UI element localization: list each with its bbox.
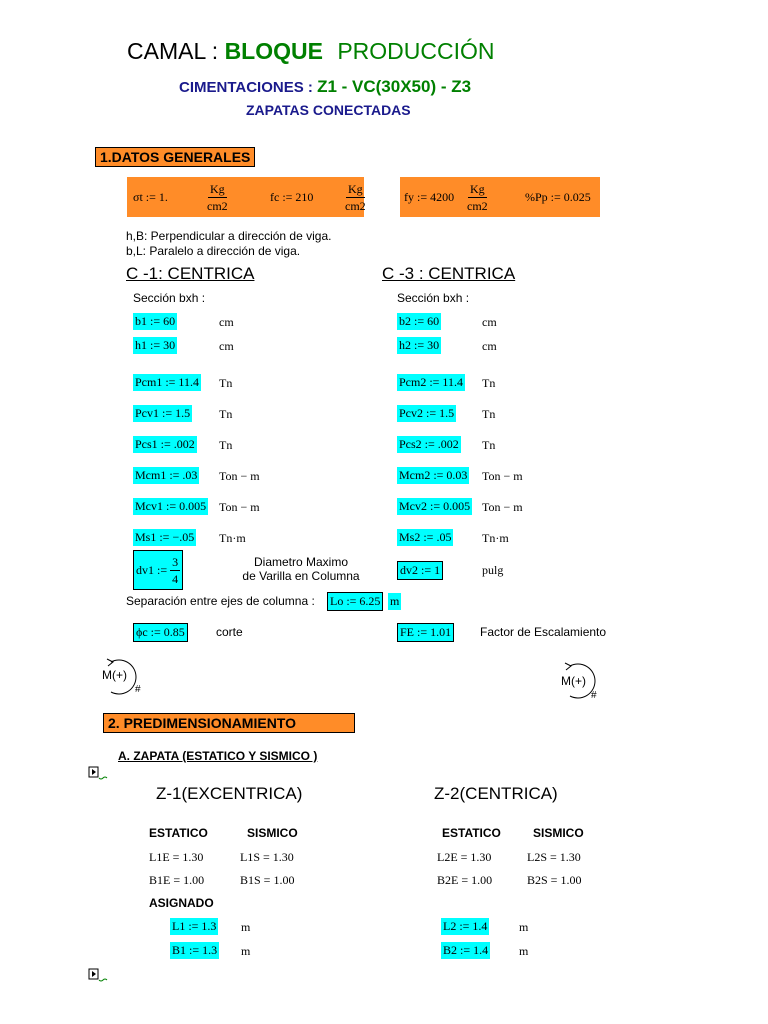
col2-pcm[interactable]: Pcm2 := 11.4 [399, 375, 463, 389]
param-fc: fc := 210 [270, 189, 314, 204]
z1-l1e: L1E = 1.30 [149, 850, 204, 864]
z1-l1s: L1S = 1.30 [240, 850, 294, 864]
col1-dv-desc [237, 555, 365, 583]
col2-mcm-unit: Ton − m [482, 469, 523, 483]
col1-ms[interactable]: Ms1 := −.05 [135, 530, 195, 544]
col2-header: C -3 : CENTRICA [382, 264, 516, 283]
col2-pcs[interactable]: Pcs2 := .002 [399, 437, 459, 451]
moment-symbol-right [556, 660, 604, 704]
col2-pcv[interactable]: Pcv2 := 1.5 [399, 406, 455, 420]
param-fy-unit [467, 177, 488, 217]
z2-b[interactable]: B2 := 1.4 [443, 943, 489, 957]
col2-pcm-unit: Tn [482, 376, 496, 390]
section-2-header: 2. PREDIMENSIONAMIENTO [103, 713, 355, 733]
col1-pcv[interactable]: Pcv1 := 1.5 [135, 406, 191, 420]
z2-sismico: SISMICO [533, 826, 584, 840]
section-1-header: 1.DATOS GENERALES [95, 147, 255, 167]
col1-pcm-unit: Tn [219, 376, 233, 390]
fe-value[interactable]: FE := 1.01 [397, 623, 454, 642]
region-collapse-icon[interactable] [88, 968, 110, 989]
col2-b[interactable]: b2 := 60 [399, 314, 440, 328]
col1-dv-desc-2: de Varilla en Columna [242, 569, 360, 583]
z1-b1s: B1S = 1.00 [240, 873, 295, 887]
col1-h-unit: cm [219, 339, 234, 353]
col1-pcm[interactable]: Pcm1 := 11.4 [135, 375, 199, 389]
col1-dv-den: 4 [172, 571, 179, 586]
col1-header: C -1: CENTRICA [126, 264, 255, 283]
subtitle-prefix: CIMENTACIONES : [179, 79, 313, 96]
moment-symbol-left [97, 654, 145, 698]
sub-a-header: A. ZAPATA (ESTATICO Y SISMICO ) [118, 749, 318, 763]
z2-l-unit: m [519, 920, 529, 934]
col1-b-unit: cm [219, 315, 234, 329]
z1-b-unit: m [241, 944, 251, 958]
param-sigma: σt := 1. [133, 189, 168, 204]
col2-ms[interactable]: Ms2 := .05 [399, 530, 452, 544]
col1-dv-desc-1: Diametro Maximo [253, 555, 349, 569]
col2-mcm[interactable]: Mcm2 := 0.03 [399, 468, 468, 482]
col1-dv[interactable] [133, 550, 183, 590]
col1-pcs[interactable]: Pcs1 := .002 [135, 437, 195, 451]
z1-asignado: ASIGNADO [149, 896, 214, 910]
col1-pcs-unit: Tn [219, 438, 233, 452]
z1-b[interactable]: B1 := 1.3 [172, 943, 218, 957]
title-bloque: BLOQUE [224, 38, 323, 64]
col2-h-unit: cm [482, 339, 497, 353]
region-collapse-icon[interactable] [88, 766, 110, 787]
param-fy: fy := 4200 [404, 189, 455, 204]
title-prefix: CAMAL : [127, 38, 219, 64]
col1-dv-label: dv1 := [136, 562, 168, 577]
col1-mcm[interactable]: Mcm1 := .03 [135, 468, 198, 482]
z2-l2s: L2S = 1.30 [527, 850, 581, 864]
subtitle-code: Z1 - VC(30X50) - Z3 [317, 77, 472, 96]
unit-den: cm2 [207, 198, 228, 213]
z1-b1e: B1E = 1.00 [149, 873, 205, 887]
moment-hash-right: # [591, 690, 597, 701]
z1-l[interactable]: L1 := 1.3 [172, 919, 217, 933]
z1-sismico: SISMICO [247, 826, 298, 840]
param-sigma-unit [207, 177, 228, 217]
title-produccion: PRODUCCIÓN [337, 38, 495, 64]
z2-l2e: L2E = 1.30 [437, 850, 492, 864]
param-fc-unit [345, 177, 366, 217]
page-subtitle-2: ZAPATAS CONECTADAS [246, 102, 411, 118]
z2-l[interactable]: L2 := 1.4 [443, 919, 488, 933]
unit-den: cm2 [345, 198, 366, 213]
col1-mcv-unit: Ton − m [219, 500, 260, 514]
z1-header: Z-1(EXCENTRICA) [156, 784, 303, 803]
col1-mcv[interactable]: Mcv1 := 0.005 [135, 499, 207, 513]
z1-l-unit: m [241, 920, 251, 934]
col2-pcv-unit: Tn [482, 407, 496, 421]
moment-hash-left: # [135, 684, 141, 695]
page-title [127, 38, 495, 65]
col1-dv-num: 3 [172, 554, 179, 569]
col2-dv-unit: pulg [482, 563, 504, 577]
z2-b2e: B2E = 1.00 [437, 873, 493, 887]
col2-seccion: Sección bxh : [397, 291, 470, 305]
col1-h[interactable]: h1 := 30 [135, 338, 176, 352]
col2-mcv[interactable]: Mcv2 := 0.005 [399, 499, 471, 513]
note-line-1: h,B: Perpendicular a dirección de viga. [126, 229, 332, 243]
separation-label: Separación entre ejes de columna : [126, 594, 315, 608]
col2-pcs-unit: Tn [482, 438, 496, 452]
moment-label-right: M(+) [561, 674, 586, 688]
separation-value[interactable]: Lo := 6.25 [327, 592, 383, 611]
phi-value[interactable]: ϕc := 0.85 [133, 623, 188, 642]
col1-pcv-unit: Tn [219, 407, 233, 421]
col1-mcm-unit: Ton − m [219, 469, 260, 483]
col2-dv[interactable]: dv2 := 1 [397, 561, 443, 580]
separation-unit: m [390, 594, 400, 608]
page-subtitle [179, 77, 471, 97]
unit-num: Kg [470, 181, 485, 196]
col2-b-unit: cm [482, 315, 497, 329]
col2-mcv-unit: Ton − m [482, 500, 523, 514]
phi-label: corte [216, 625, 243, 639]
z2-header: Z-2(CENTRICA) [434, 784, 558, 803]
z2-estatico: ESTATICO [442, 826, 501, 840]
col1-seccion: Sección bxh : [133, 291, 206, 305]
col1-b[interactable]: b1 := 60 [135, 314, 176, 328]
z2-b2s: B2S = 1.00 [527, 873, 582, 887]
col2-ms-unit: Tn·m [482, 531, 509, 545]
unit-num: Kg [210, 181, 225, 196]
z2-b-unit: m [519, 944, 529, 958]
fe-label: Factor de Escalamiento [480, 625, 607, 639]
unit-num: Kg [348, 181, 363, 196]
unit-den: cm2 [467, 198, 488, 213]
col1-ms-unit: Tn·m [219, 531, 246, 545]
moment-label-left: M(+) [102, 668, 127, 682]
z1-estatico: ESTATICO [149, 826, 208, 840]
note-line-2: b,L: Paralelo a dirección de viga. [126, 244, 301, 258]
param-pp: %Pp := 0.025 [525, 189, 591, 204]
col2-h[interactable]: h2 := 30 [399, 338, 440, 352]
